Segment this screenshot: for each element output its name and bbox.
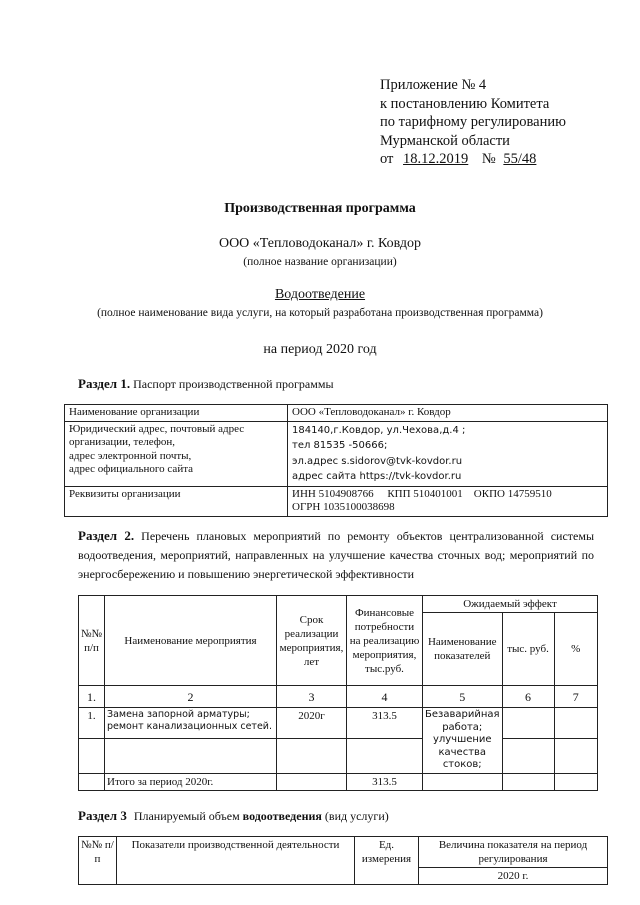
header-percent: %: [554, 613, 597, 686]
organization-note: (полное название организации): [243, 256, 397, 268]
table-row: [65, 421, 608, 486]
table-cell: [288, 421, 608, 486]
table-cell: [502, 738, 554, 773]
row-name: Замена запорной арматуры; ремонт канализационных сетей.: [105, 708, 277, 739]
page-title: Производственная программа: [224, 201, 416, 216]
cell-line: адрес электронной почты,: [69, 449, 192, 462]
section-3-suffix: (вид услуги): [324, 809, 389, 823]
col-number: 2: [105, 686, 277, 708]
number-prefix: №: [481, 151, 496, 167]
section-3-heading: [78, 808, 389, 824]
section-1-heading: [78, 376, 334, 392]
table-cell: [277, 773, 347, 790]
program-period: на период 2020 год: [263, 342, 377, 357]
cell-line: ОГРН 1035100038698: [292, 501, 395, 514]
service-name: Водоотведение: [274, 287, 366, 302]
table-cell: [502, 773, 554, 790]
date-prefix: от: [380, 151, 394, 167]
table-row: [65, 405, 608, 422]
table-row: [79, 837, 608, 868]
table-row: [79, 738, 598, 773]
table-cell: Наименование организации: [65, 405, 288, 422]
table-row: [79, 596, 598, 613]
header-finance: Финансовые потребности на реализацию мероприятия, тыс.руб.: [347, 596, 423, 686]
table-row: [65, 486, 608, 516]
row-term: 2020г: [277, 708, 347, 739]
table-row: [79, 686, 598, 708]
cell-line: адрес сайта https://tvk-kovdor.ru: [292, 471, 462, 483]
cell-line: Юридический адрес, почтовый адрес: [69, 422, 245, 435]
header-thousand: тыс. руб.: [502, 613, 554, 686]
cell-line: тел 81535 -50666;: [292, 440, 388, 452]
header-year: 2020 г.: [419, 868, 608, 885]
header-num: №№ п/п: [79, 596, 105, 686]
row-finance: 313.5: [347, 708, 423, 739]
col-number: 7: [554, 686, 597, 708]
col-number: 4: [347, 686, 423, 708]
header-term: Срок реализации мероприятия, лет: [277, 596, 347, 686]
header-indicators: Показатели производственной деятельности: [117, 837, 355, 885]
appendix-line-3: по тарифному регулированию: [380, 114, 566, 130]
appendix-line-4: Мурманской области: [380, 132, 510, 149]
section-3-label: Раздел 3: [78, 808, 127, 823]
cell-line: адрес официального сайта: [69, 463, 194, 476]
table-cell: [423, 773, 503, 790]
col-number: 5: [423, 686, 503, 708]
cell-line: ИНН 5104908766 КПП 510401001 ОКПО 14759510: [292, 487, 552, 500]
table-cell: [502, 708, 554, 739]
organization-name: ООО «Тепловодоканал» г. Ковдор: [218, 236, 422, 251]
decree-number: 55/48: [503, 151, 537, 167]
col-number: 6: [502, 686, 554, 708]
table-cell: [79, 773, 105, 790]
table-cell: [554, 738, 597, 773]
appendix-date-line: [380, 150, 566, 169]
table-cell: ООО «Тепловодоканал» г. Ковдор: [288, 405, 608, 422]
cell-line: эл.адрес s.sidorov@tvk-kovdor.ru: [292, 455, 463, 467]
total-label: Итого за период 2020г.: [105, 773, 277, 790]
section-3-service: водоотведения: [242, 809, 322, 823]
header-num: №№ п/п: [79, 837, 117, 885]
header-value: Величина показателя на период регулирования: [419, 837, 608, 868]
row-num: 1.: [79, 708, 105, 739]
table-cell: [65, 421, 288, 486]
appendix-line-2: к постановлению Комитета: [380, 95, 550, 112]
table-cell: [288, 486, 608, 516]
col-number: 3: [277, 686, 347, 708]
appendix-line-1: Приложение № 4: [380, 77, 487, 93]
header-unit: Ед. измерения: [355, 837, 419, 885]
appendix-header: [380, 76, 566, 169]
table-cell: [277, 738, 347, 773]
table-cell: Реквизиты организации: [65, 486, 288, 516]
section-1-title: Паспорт производственной программы: [133, 377, 334, 391]
measures-table: [78, 595, 598, 791]
row-indicator: Безаварийная работа; улучшение качества стоков;: [423, 708, 503, 774]
section-2-heading: [78, 526, 594, 584]
cell-line: организации, телефон,: [69, 436, 176, 449]
header-name: Наименование мероприятия: [105, 596, 277, 686]
decree-date: 18.12.2019: [403, 151, 469, 167]
passport-table: [64, 404, 608, 517]
section-2-text: Перечень плановых мероприятий по ремонту объектов централизованной системы водоотведения, мероприятий, направленных на улучшение качества сточных вод; мероприятий по энергосбережению и повышению энергетической эффективности: [78, 529, 595, 581]
table-row: [79, 708, 598, 739]
table-cell: [79, 738, 105, 773]
volume-table: [78, 836, 608, 885]
section-3-prefix: Планируемый объем: [133, 809, 240, 823]
table-cell: [554, 773, 597, 790]
col-number: 1.: [79, 686, 105, 708]
header-effect: Ожидаемый эффект: [423, 596, 598, 613]
cell-line: 184140,г.Ковдор, ул.Чехова,д.4 ;: [292, 424, 466, 436]
table-row: [79, 773, 598, 790]
table-cell: [105, 738, 277, 773]
table-cell: [554, 708, 597, 739]
section-2-label: Раздел 2.: [78, 528, 135, 543]
section-1-label: Раздел 1.: [78, 376, 131, 391]
header-indicator: Наименование показателей: [423, 613, 503, 686]
service-note: (полное наименование вида услуги, на который разработана производственная программа): [97, 307, 543, 319]
total-value: 313.5: [347, 773, 423, 790]
table-cell: [347, 738, 423, 773]
